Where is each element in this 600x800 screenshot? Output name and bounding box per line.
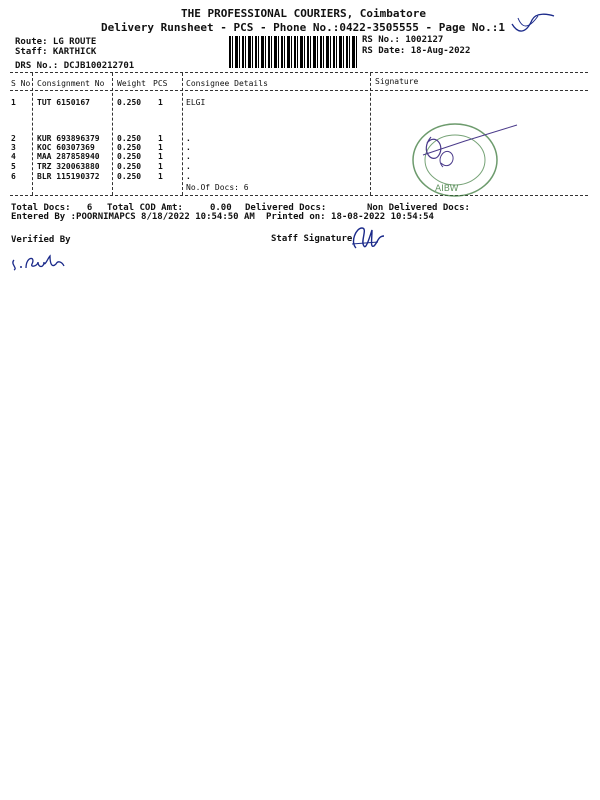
- rs-number: RS No.: 1002127: [362, 35, 444, 45]
- courier-stamp-icon: [405, 115, 525, 200]
- table-header-rule: [10, 90, 588, 91]
- delivered-docs: Delivered Docs:: [245, 203, 327, 213]
- row-consignment: KOC 60307369: [37, 143, 95, 152]
- total-cod: Total COD Amt: 0.00: [107, 203, 232, 213]
- verified-by-label: Verified By: [11, 235, 71, 245]
- header-signature: Signature: [375, 77, 419, 86]
- no-of-docs: No.Of Docs: 6: [186, 183, 249, 192]
- row-pcs: 1: [158, 143, 163, 152]
- svg-text:AIBW: AIBW: [435, 184, 459, 194]
- header-sno: S No: [11, 79, 31, 88]
- row-pcs: 1: [158, 162, 163, 171]
- row-sno: 1: [11, 98, 16, 107]
- col-divider: [370, 73, 371, 195]
- tick-mark-icon: [508, 10, 558, 36]
- printed-on: Printed on: 18-08-2022 10:54:54: [266, 212, 434, 222]
- col-divider: [32, 73, 33, 195]
- row-pcs: 1: [158, 152, 163, 161]
- row-consignment: BLR 115190372: [37, 172, 100, 181]
- row-weight: 0.250: [117, 98, 142, 107]
- staff-label: Staff: KARTHICK: [15, 47, 97, 57]
- row-weight: 0.250: [117, 143, 142, 152]
- row-consignee: .: [186, 172, 191, 181]
- header-consignee: Consignee Details: [186, 79, 268, 88]
- header-pcs: PCS: [153, 79, 168, 88]
- row-consignee: .: [186, 162, 191, 171]
- row-pcs: 1: [158, 98, 163, 107]
- header-weight: Weight: [117, 79, 146, 88]
- row-weight: 0.250: [117, 134, 142, 143]
- row-consignment: MAA 287858940: [37, 152, 100, 161]
- total-docs: Total Docs: 6: [11, 203, 93, 213]
- row-pcs: 1: [158, 172, 163, 181]
- header-consignment: Consignment No: [37, 79, 105, 88]
- row-consignee: .: [186, 134, 191, 143]
- table-top-rule: [10, 72, 588, 73]
- route-label: Route: LG ROUTE: [15, 37, 97, 47]
- non-delivered-docs: Non Delivered Docs:: [367, 203, 470, 213]
- drs-number: DRS No.: DCJB100212701: [15, 61, 135, 71]
- entered-by: Entered By :POORNIMAPCS 8/18/2022 10:54:50 AM: [11, 212, 255, 222]
- row-sno: 4: [11, 152, 16, 161]
- col-divider: [182, 73, 183, 195]
- row-sno: 2: [11, 134, 16, 143]
- barcode: [229, 36, 357, 68]
- handwritten-signature-icon: [348, 222, 388, 254]
- row-sno: 5: [11, 162, 16, 171]
- company-title: THE PROFESSIONAL COURIERS, Coimbatore: [181, 7, 427, 20]
- verifier-signature-icon: [8, 250, 72, 274]
- rs-date: RS Date: 18-Aug-2022: [362, 46, 471, 56]
- row-pcs: 1: [158, 134, 163, 143]
- row-consignment: TUT 6150167: [37, 98, 90, 107]
- row-consignment: TRZ 320063880: [37, 162, 100, 171]
- runsheet-title: Delivery Runsheet - PCS - Phone No.:0422-3505555 - Page No.:1: [101, 21, 505, 34]
- row-weight: 0.250: [117, 152, 142, 161]
- row-sno: 6: [11, 172, 16, 181]
- row-weight: 0.250: [117, 162, 142, 171]
- row-sno: 3: [11, 143, 16, 152]
- row-consignee: .: [186, 143, 191, 152]
- staff-signature-label: Staff Signature: [271, 234, 353, 244]
- row-consignment: KUR 693896379: [37, 134, 100, 143]
- row-consignee: .: [186, 152, 191, 161]
- row-consignee: ELGI: [186, 98, 206, 107]
- row-weight: 0.250: [117, 172, 142, 181]
- col-divider: [112, 73, 113, 195]
